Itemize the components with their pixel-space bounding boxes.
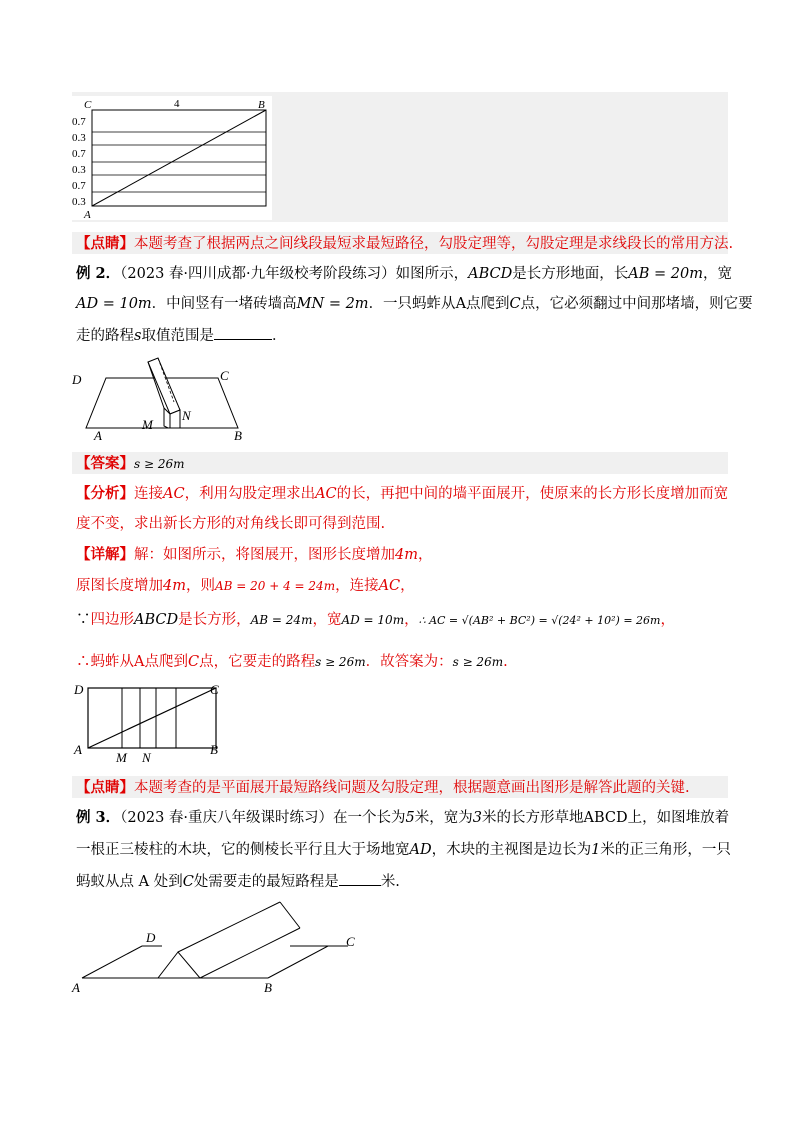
math: 5 [405, 810, 415, 826]
side-value: 0.7 [72, 148, 86, 160]
label-m: M [116, 750, 127, 765]
figure-1-unfolded-steps [72, 96, 272, 220]
text: ，木块的主视图是边长为 [431, 842, 592, 858]
label-n: N [182, 408, 191, 423]
label-c: C [210, 682, 219, 697]
side-value: 0.7 [72, 180, 86, 192]
example-3-line-2 [76, 840, 731, 860]
dianjing-tag: 【点睛】 [76, 235, 134, 252]
math: AD = 10m [76, 296, 152, 312]
example-3-line-1 [76, 808, 729, 828]
text: ，连接 [335, 578, 379, 594]
math: C [187, 654, 200, 670]
text: 米的正三角形， [600, 842, 702, 858]
answer-value: s ≥ 26m [134, 457, 185, 471]
example-2-line-2 [76, 294, 753, 314]
label-n: N [142, 750, 151, 765]
math: AC [315, 486, 337, 502]
detail-2-line-1 [76, 545, 432, 565]
text: ，则 [185, 578, 215, 594]
detail-2-line-3 [76, 610, 675, 631]
label-b: B [210, 742, 218, 757]
label-m: M [142, 417, 153, 432]
top-length-label: 4 [174, 98, 180, 110]
answer-2 [76, 454, 185, 474]
text: 上，如图堆放着 [627, 810, 730, 826]
dianjing-text: 本题考查的是平面展开最短路线问题及勾股定理，根据题意画出图形是解答此题的关键. [134, 780, 690, 796]
text: 处需要走的最短路程是 [193, 874, 339, 890]
because-symbol: ∵ [76, 612, 91, 628]
side-value: 0.3 [72, 196, 86, 208]
label-d: D [74, 682, 84, 697]
detail-2-line-2 [76, 576, 415, 596]
text: A [134, 654, 145, 670]
dianjing-2 [76, 778, 690, 798]
text: A [455, 296, 467, 312]
math: MN = 2m [296, 296, 369, 312]
math: s ≥ 26m [452, 655, 504, 669]
text: 米的长方形草地 [481, 810, 584, 826]
text: ． [271, 328, 287, 344]
math: AB = 20 + 4 = 24m [214, 579, 336, 593]
math: 3 [472, 810, 482, 826]
math: ABCD [468, 266, 513, 282]
label-b: B [264, 980, 272, 995]
answer-tag: 【答案】 [76, 455, 134, 472]
math: AB = 24m [250, 613, 313, 627]
math: AD [409, 842, 432, 858]
text: ∴蚂蚱从 [76, 654, 134, 670]
text: 点，它要走的路程 [199, 654, 316, 670]
dianjing-tag: 【点睛】 [76, 779, 134, 796]
text: 点爬到 [466, 296, 510, 312]
figure-3-unfolded [72, 680, 224, 766]
text: 如图所示， [395, 266, 469, 282]
dianjing-1 [76, 234, 733, 254]
text: 是长方形地面，长 [512, 266, 629, 282]
dianjing-text: 本题考查了根据两点之间线段最短求最短路径，勾股定理等，勾股定理是求线段长的常用方法. [134, 236, 734, 252]
label-a: A [94, 428, 102, 442]
text: ，宽 [312, 612, 342, 628]
text: 在一个长为 [333, 810, 406, 826]
corner-c-label: C [84, 99, 92, 111]
math: AC [378, 578, 401, 594]
text: 米，宽为 [414, 810, 473, 826]
example-2-line-3 [76, 326, 286, 346]
math: C [509, 296, 521, 312]
corner-a-label: A [84, 209, 91, 220]
text: ， [660, 612, 675, 628]
analysis-2-line-2 [76, 514, 385, 534]
label-b: B [234, 428, 242, 442]
text: 蚂蚁从 [76, 874, 120, 890]
text: 一只 [701, 842, 731, 858]
text: 点，它必须翻过中间那堵墙，则它要 [520, 296, 753, 312]
text: ABCD [583, 810, 628, 826]
example-source: （2023 春·重庆八年级课时练习） [120, 810, 334, 826]
side-value: 0.7 [72, 116, 86, 128]
text: 取值范围是 [141, 328, 214, 344]
text: ．一只蚂蚱从 [368, 296, 456, 312]
math: s ≥ 26m [315, 655, 366, 669]
label-c: C [220, 368, 229, 383]
math: ∴ AC = √(AB² + BC²) = √(24² + 10²) = 26m [418, 614, 661, 627]
text: ．中间竖有一堵砖墙高 [151, 296, 297, 312]
text: 点 A 处到 [119, 874, 183, 890]
figure-2-wall [72, 356, 262, 442]
text: ， [417, 547, 433, 563]
math: 4m [163, 578, 186, 594]
figure-4-prism [70, 900, 370, 996]
text: 连接 [134, 486, 163, 502]
math: s [134, 328, 142, 344]
example-3-line-3 [76, 872, 400, 892]
label-d: D [72, 372, 82, 387]
side-value: 0.3 [72, 132, 86, 144]
answer-blank[interactable] [339, 885, 381, 886]
side-value: 0.3 [72, 164, 86, 176]
text: 解：如图所示，将图展开，图形长度增加 [134, 547, 395, 563]
text: ， [400, 578, 415, 594]
analysis-2-line-1 [76, 484, 728, 504]
math: AB = 20m [628, 266, 703, 282]
text: 度不变，求出新长方形的对角线长即可得到范围. [76, 516, 386, 532]
text: . [503, 654, 508, 670]
text: 四边形 [90, 612, 134, 628]
math: AD = 10m [341, 613, 405, 627]
math: 1 [591, 842, 601, 858]
text: 走的路程 [76, 328, 134, 344]
example-source: （2023 春·四川成都·九年级校考阶段练习） [120, 266, 396, 282]
math: 4m [395, 547, 418, 563]
text: 一根正三棱柱的木块，它的侧棱长平行且大于场地宽 [76, 842, 410, 858]
label-d: D [146, 930, 156, 945]
text: ， [404, 612, 419, 628]
example-label: 例 2． [76, 265, 121, 282]
text: 是长方形， [178, 612, 251, 628]
text: ，宽 [702, 266, 732, 282]
answer-blank[interactable] [214, 339, 272, 340]
detail-2-line-4 [76, 652, 508, 672]
detail-tag: 【详解】 [76, 546, 134, 563]
text: ．故答案为： [365, 654, 453, 670]
text: 点爬到 [144, 654, 188, 670]
label-c: C [346, 934, 355, 949]
math: AC [163, 486, 185, 502]
text: 原图长度增加 [76, 578, 163, 594]
text: 的长，再把中间的墙平面展开，使原来的长方形长度增加而宽 [336, 486, 729, 502]
example-2-line-1 [76, 264, 732, 284]
example-label: 例 3． [76, 809, 121, 826]
label-a: A [74, 742, 82, 757]
math: C [182, 874, 194, 890]
analysis-tag: 【分析】 [76, 485, 134, 502]
text: ，利用勾股定理求出 [184, 486, 316, 502]
corner-b-label: B [258, 99, 265, 111]
math: ABCD [134, 612, 179, 628]
label-a: A [72, 980, 80, 995]
text: 米. [380, 874, 400, 890]
